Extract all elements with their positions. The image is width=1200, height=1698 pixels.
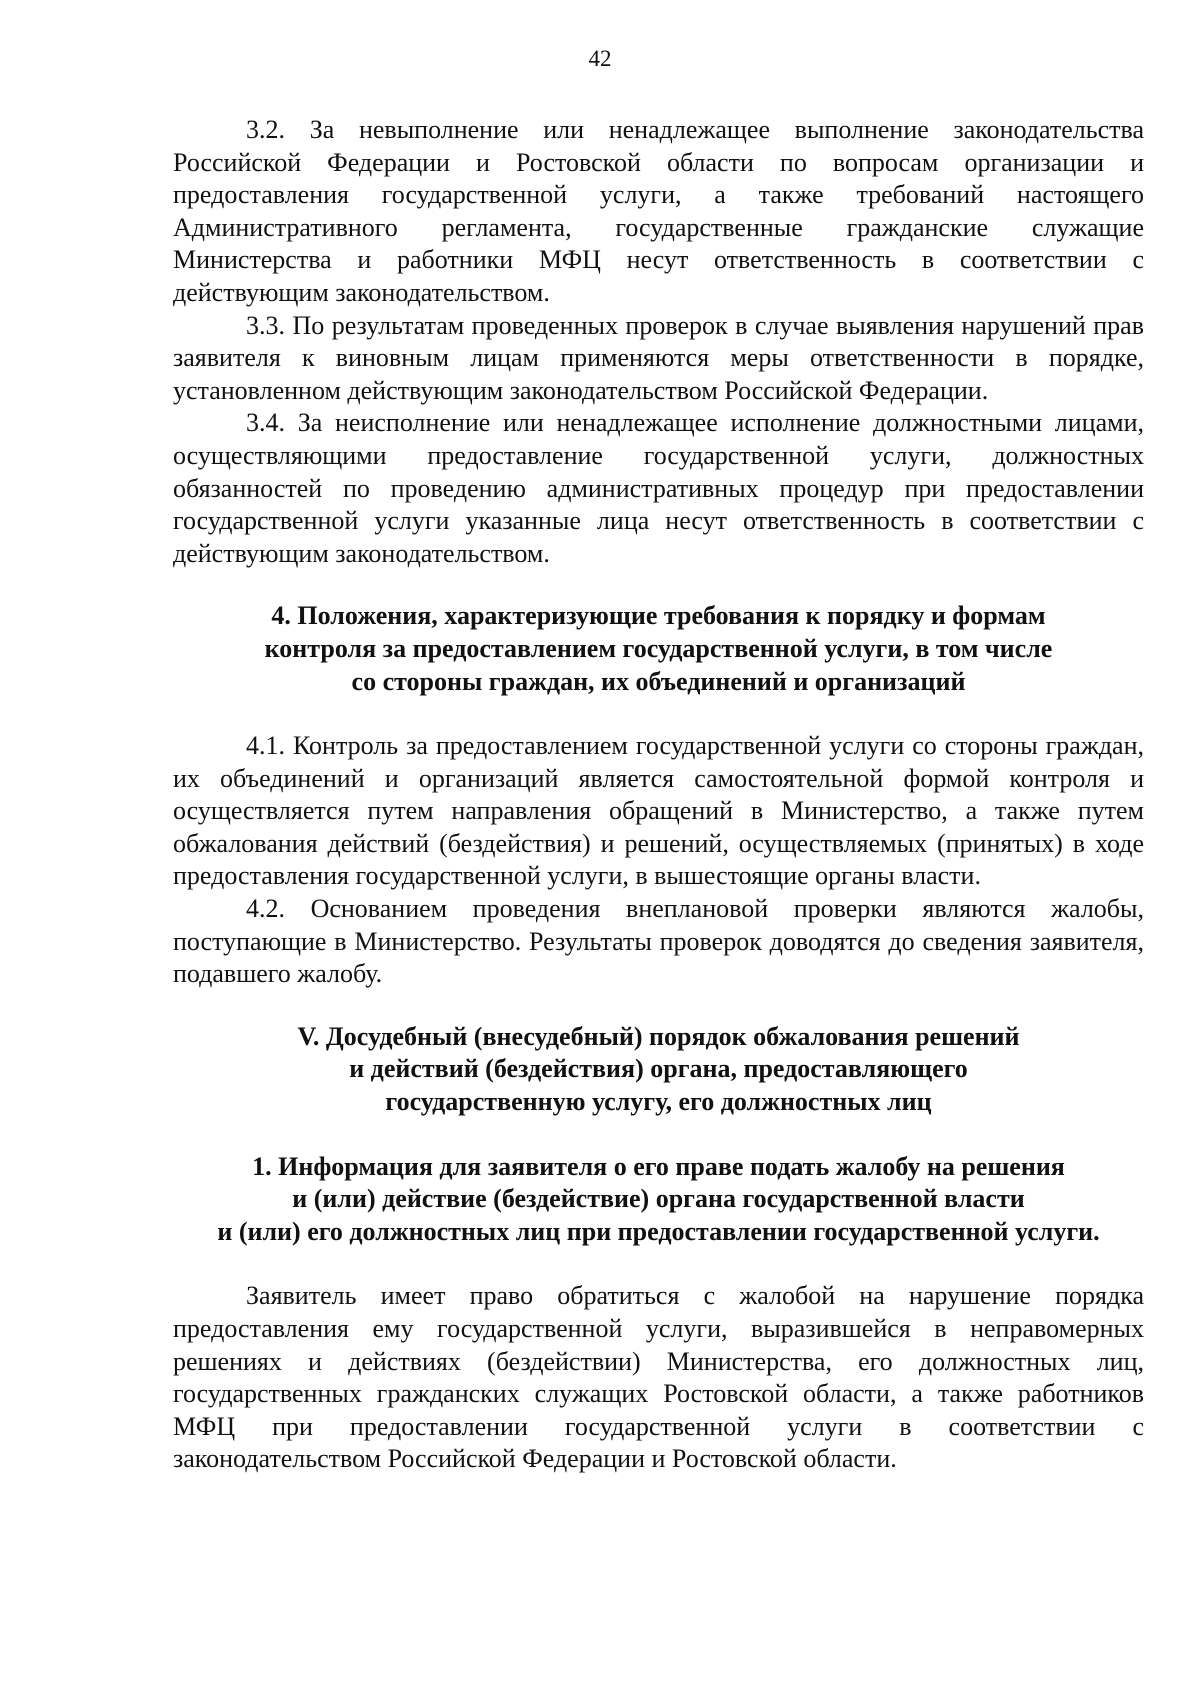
section-1-heading-line-1: 1. Информация для заявителя о его праве подать жалобу на решения (252, 1151, 1065, 1181)
page-number: 42 (588, 46, 612, 71)
paragraph-4-1: 4.1. Контроль за предоставлением государственной услуги со стороны граждан, их объединений и организаций является самостоятельной формой контроля и осуществляется путем направления обращений в Министерство, а также путем обжалования действий (бездействия) и решений, осуществляемых (принятых) в ходе предоставления государственной услуги, в вышестоящие органы власти. (173, 731, 1144, 891)
paragraph-applicant-right: Заявитель имеет право обратиться с жалобой на нарушение порядка предоставления ему государственной услуги, выразившейся в неправомерных решениях и действиях (бездействии) Министерства, его должностных лиц, государственных гражданских служащих Ростовской области, а также работников МФЦ при предоставлении государственной услуги в соответствии с законодательством Российской Федерации и Ростовской области. (173, 1281, 1144, 1474)
section-4-heading-line-3: со стороны граждан, их объединений и организаций (351, 666, 966, 696)
chapter-v-heading-line-1: V. Досудебный (внесудебный) порядок обжалования решений (297, 1021, 1020, 1051)
document-body (173, 114, 1144, 1476)
chapter-v-heading-line-2: и действий (бездействия) органа, предоставляющего (349, 1054, 968, 1084)
paragraph-3-3: 3.3. По результатам проведенных проверок в случае выявления нарушений прав заявителя к виновным лицам применяются меры ответственности в порядке, установленном действующим законодательством Российской Федерации. (173, 310, 1144, 405)
chapter-v-heading (173, 1021, 1144, 1119)
paragraph-4-2: 4.2. Основанием проведения внеплановой проверки являются жалобы, поступающие в Министерство. Результаты проверок доводятся до сведения заявителя, подавшего жалобу. (173, 894, 1144, 989)
paragraph-3-2: 3.2. За невыполнение или ненадлежащее выполнение законодательства Российской Федерации и Ростовской области по вопросам организации и предоставления государственной услуги, а также требований настоящего Административного регламента, государственные гражданские служащие Министерства и работники МФЦ несут ответственность в соответствии с действующим законодательством. (173, 115, 1144, 307)
section-4-heading-line-2: контроля за предоставлением государственной услуги, в том числе (264, 633, 1053, 663)
section-1-heading-line-3: и (или) его должностных лиц при предоставлении государственной услуги. (217, 1216, 1100, 1246)
paragraph-3-4: 3.4. За неисполнение или ненадлежащее исполнение должностными лицами, осуществляющими предоставление государственной услуги, должностных обязанностей по проведению административных процедур при предоставлении государственной услуги указанные лица несут ответственность в соответствии с действующим законодательством. (173, 408, 1144, 568)
spacer (173, 991, 1144, 1021)
section-4-heading (173, 600, 1144, 698)
section-4-heading-line-1: 4. Положения, характеризующие требования к порядку и формам (271, 601, 1046, 631)
section-1-heading-line-2: и (или) действие (бездействие) органа государственной власти (292, 1184, 1025, 1214)
spacer (173, 570, 1144, 600)
spacer (173, 1119, 1144, 1151)
spacer (173, 1248, 1144, 1280)
chapter-v-heading-line-3: государственную услугу, его должностных лиц (385, 1087, 932, 1117)
spacer (173, 698, 1144, 730)
section-1-heading (173, 1151, 1144, 1249)
